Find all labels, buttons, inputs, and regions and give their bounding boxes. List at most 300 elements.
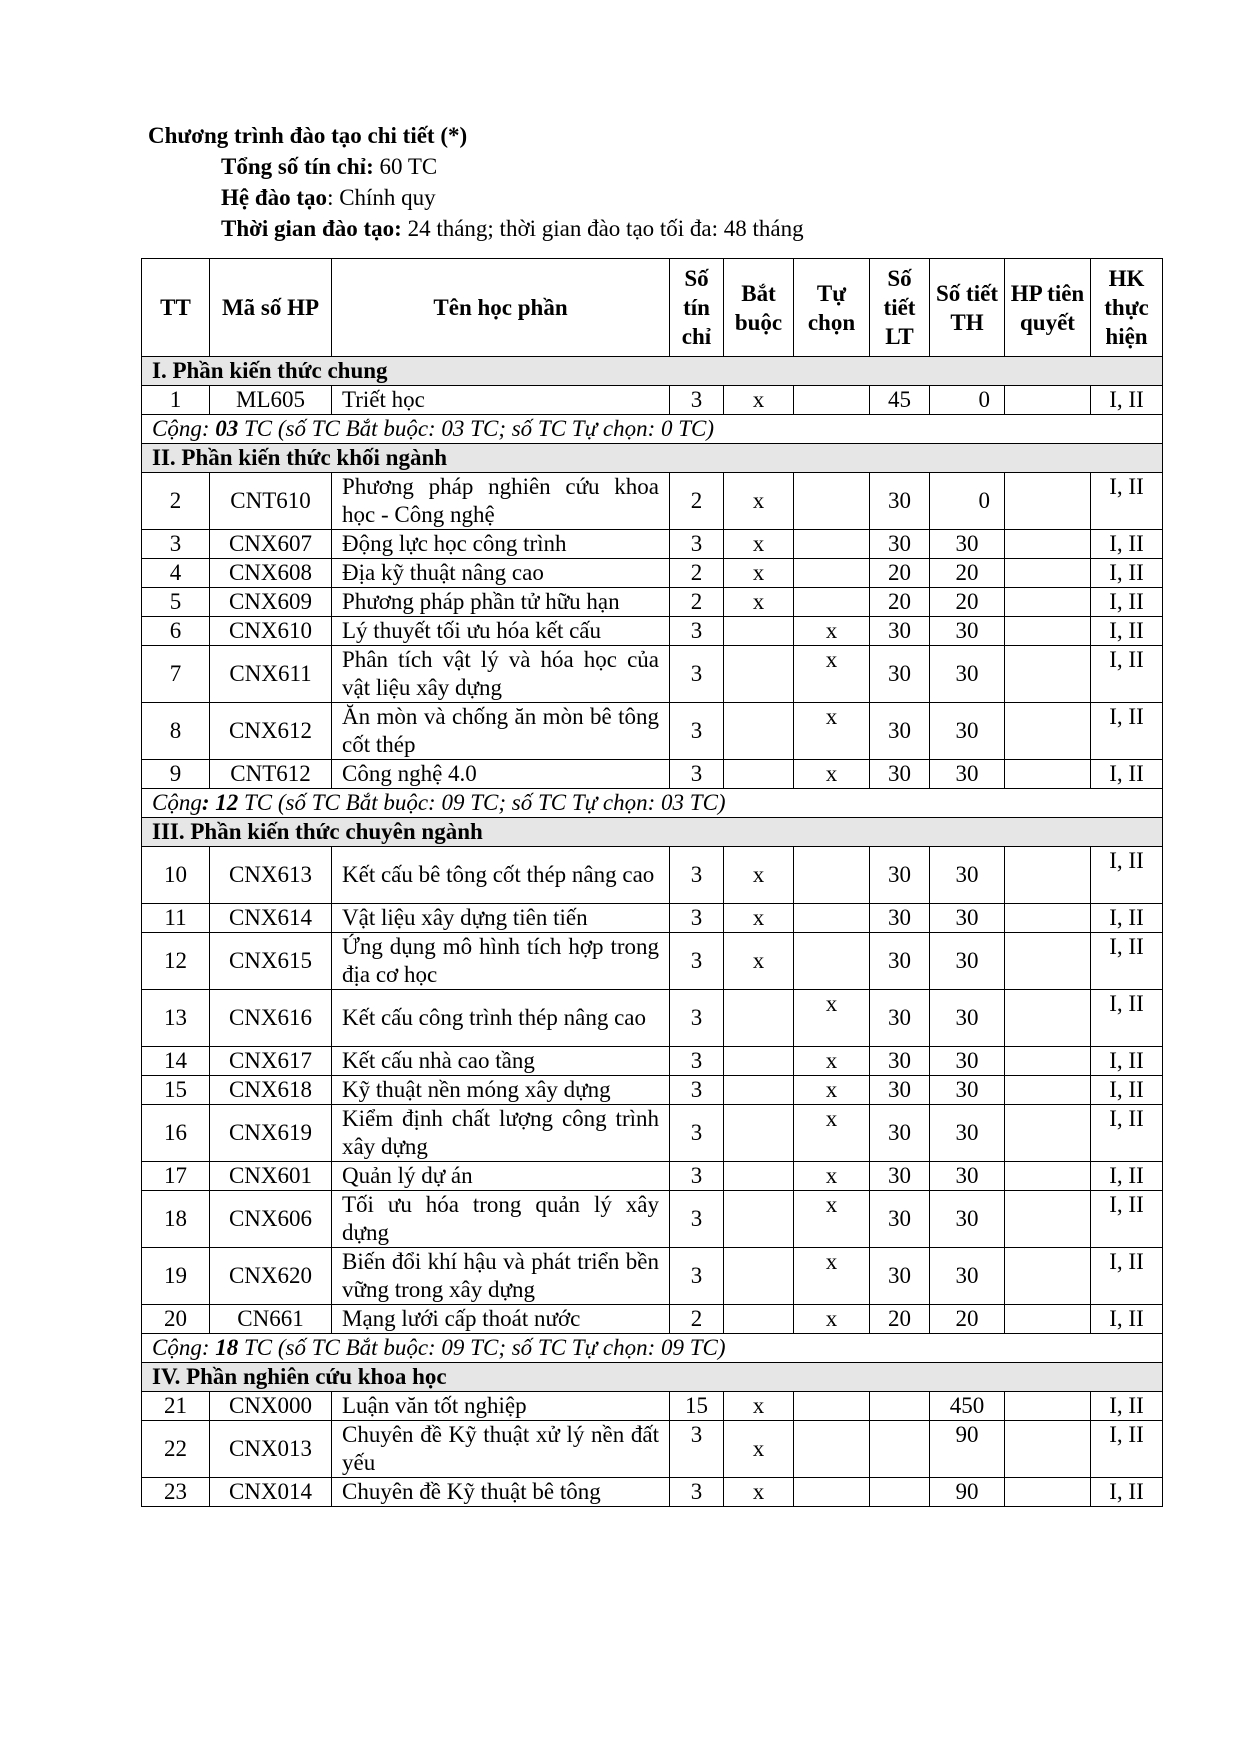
course-code: CNX614	[210, 904, 332, 933]
course-elective-mark	[794, 1478, 870, 1507]
course-prerequisite	[1005, 1047, 1091, 1076]
col-header-tt: TT	[142, 259, 210, 357]
course-credits: 2	[670, 559, 724, 588]
course-index: 17	[142, 1162, 210, 1191]
course-prerequisite	[1005, 847, 1091, 904]
course-prerequisite	[1005, 617, 1091, 646]
course-code: CNX615	[210, 933, 332, 990]
subtotal-credits: 03	[215, 416, 239, 441]
course-index: 22	[142, 1421, 210, 1478]
table-row	[142, 1047, 1163, 1076]
course-practice-hours: 450	[930, 1392, 1005, 1421]
table-header-row	[142, 259, 1163, 357]
course-prerequisite	[1005, 933, 1091, 990]
col-header-hp-tien-quyet: HP tiên quyết	[1005, 259, 1091, 357]
course-code: CNX620	[210, 1248, 332, 1305]
course-credits: 3	[670, 933, 724, 990]
course-name: Chuyên đề Kỹ thuật bê tông	[332, 1478, 670, 1507]
course-prerequisite	[1005, 646, 1091, 703]
course-required-mark	[724, 1076, 794, 1105]
course-elective-mark	[794, 1421, 870, 1478]
course-code: CNX609	[210, 588, 332, 617]
section-subtotal-row	[142, 1334, 1163, 1363]
subtotal-detail: TC (số TC Bắt buộc: 03 TC; số TC Tự chọn: 0 TC)	[238, 416, 715, 441]
course-theory-hours	[870, 1478, 930, 1507]
course-elective-mark: x	[794, 1076, 870, 1105]
course-prerequisite	[1005, 1076, 1091, 1105]
course-practice-hours: 90	[930, 1478, 1005, 1507]
course-semester: I, II	[1091, 473, 1163, 530]
course-practice-hours: 30	[930, 1047, 1005, 1076]
course-code: CNT610	[210, 473, 332, 530]
course-name: Phân tích vật lý và hóa học của vật liệu xây dựng	[332, 646, 670, 703]
course-index: 21	[142, 1392, 210, 1421]
subtotal-credits: 18	[215, 1335, 239, 1360]
course-elective-mark	[794, 588, 870, 617]
course-practice-hours: 30	[930, 904, 1005, 933]
course-name: Vật liệu xây dựng tiên tiến	[332, 904, 670, 933]
course-code: ML605	[210, 386, 332, 415]
course-index: 14	[142, 1047, 210, 1076]
section-title: II. Phần kiến thức khối ngành	[142, 444, 1163, 473]
course-required-mark: x	[724, 933, 794, 990]
table-row	[142, 646, 1163, 703]
course-code: CNX601	[210, 1162, 332, 1191]
course-practice-hours: 30	[930, 1162, 1005, 1191]
course-theory-hours: 20	[870, 588, 930, 617]
course-semester: I, II	[1091, 1105, 1163, 1162]
training-duration-line	[148, 213, 804, 244]
course-practice-hours: 20	[930, 1305, 1005, 1334]
course-semester: I, II	[1091, 646, 1163, 703]
training-duration-value: 24 tháng; thời gian đào tạo tối đa: 48 tháng	[401, 216, 804, 241]
course-required-mark	[724, 990, 794, 1047]
course-name: Tối ưu hóa trong quản lý xây dựng	[332, 1191, 670, 1248]
course-index: 2	[142, 473, 210, 530]
course-theory-hours	[870, 1392, 930, 1421]
course-required-mark	[724, 1105, 794, 1162]
section-header-row	[142, 1363, 1163, 1392]
table-row	[142, 473, 1163, 530]
section-title: III. Phần kiến thức chuyên ngành	[142, 818, 1163, 847]
course-semester: I, II	[1091, 1478, 1163, 1507]
course-practice-hours: 0	[930, 386, 1005, 415]
course-prerequisite	[1005, 1421, 1091, 1478]
table-row	[142, 559, 1163, 588]
col-header-ma-so: Mã số HP	[210, 259, 332, 357]
course-theory-hours: 20	[870, 559, 930, 588]
course-prerequisite	[1005, 904, 1091, 933]
course-required-mark: x	[724, 1421, 794, 1478]
course-name: Chuyên đề Kỹ thuật xử lý nền đất yếu	[332, 1421, 670, 1478]
course-code: CNX619	[210, 1105, 332, 1162]
course-semester: I, II	[1091, 760, 1163, 789]
course-credits: 3	[670, 703, 724, 760]
course-semester: I, II	[1091, 617, 1163, 646]
course-code: CNT612	[210, 760, 332, 789]
course-prerequisite	[1005, 473, 1091, 530]
course-theory-hours: 30	[870, 1105, 930, 1162]
table-row	[142, 1105, 1163, 1162]
course-theory-hours: 45	[870, 386, 930, 415]
course-index: 1	[142, 386, 210, 415]
course-theory-hours: 30	[870, 904, 930, 933]
table-row	[142, 904, 1163, 933]
course-elective-mark	[794, 933, 870, 990]
section-subtotal	[142, 415, 1163, 444]
table-row	[142, 703, 1163, 760]
course-credits: 3	[670, 1478, 724, 1507]
course-theory-hours: 30	[870, 847, 930, 904]
course-name: Triết học	[332, 386, 670, 415]
course-credits: 3	[670, 847, 724, 904]
course-required-mark	[724, 1191, 794, 1248]
course-prerequisite	[1005, 1392, 1091, 1421]
section-subtotal-row	[142, 415, 1163, 444]
table-row	[142, 1191, 1163, 1248]
course-name: Phương pháp nghiên cứu khoa học - Công nghệ	[332, 473, 670, 530]
course-theory-hours: 30	[870, 646, 930, 703]
course-code: CNX607	[210, 530, 332, 559]
course-required-mark: x	[724, 1392, 794, 1421]
course-credits: 2	[670, 1305, 724, 1334]
course-prerequisite	[1005, 703, 1091, 760]
course-name: Kỹ thuật nền móng xây dựng	[332, 1076, 670, 1105]
course-theory-hours: 30	[870, 1047, 930, 1076]
course-credits: 3	[670, 1421, 724, 1478]
training-system-value: : Chính quy	[327, 185, 436, 210]
table-row	[142, 1076, 1163, 1105]
course-prerequisite	[1005, 386, 1091, 415]
subtotal-detail: TC (số TC Bắt buộc: 09 TC; số TC Tự chọn: 03 TC)	[238, 790, 726, 815]
course-name: Kết cấu nhà cao tầng	[332, 1047, 670, 1076]
col-header-so-tin-chi: Số tín chỉ	[670, 259, 724, 357]
course-elective-mark: x	[794, 703, 870, 760]
course-credits: 3	[670, 1162, 724, 1191]
course-theory-hours: 30	[870, 1191, 930, 1248]
table-row	[142, 760, 1163, 789]
subtotal-detail: TC (số TC Bắt buộc: 09 TC; số TC Tự chọn: 09 TC)	[238, 1335, 726, 1360]
course-elective-mark: x	[794, 1305, 870, 1334]
subtotal-credits: : 12	[201, 790, 239, 815]
training-duration-label: Thời gian đào tạo:	[221, 216, 402, 241]
course-practice-hours: 30	[930, 530, 1005, 559]
course-code: CNX000	[210, 1392, 332, 1421]
course-required-mark: x	[724, 386, 794, 415]
course-theory-hours: 30	[870, 990, 930, 1047]
course-code: CNX613	[210, 847, 332, 904]
course-theory-hours: 20	[870, 1305, 930, 1334]
course-credits: 3	[670, 646, 724, 703]
course-credits: 3	[670, 990, 724, 1047]
course-name: Kiểm định chất lượng công trình xây dựng	[332, 1105, 670, 1162]
course-required-mark	[724, 703, 794, 760]
section-title: I. Phần kiến thức chung	[142, 357, 1163, 386]
course-elective-mark: x	[794, 1047, 870, 1076]
course-theory-hours: 30	[870, 530, 930, 559]
course-index: 10	[142, 847, 210, 904]
course-code: CNX612	[210, 703, 332, 760]
table-row	[142, 1478, 1163, 1507]
course-elective-mark	[794, 386, 870, 415]
course-required-mark	[724, 617, 794, 646]
course-elective-mark: x	[794, 1105, 870, 1162]
course-index: 18	[142, 1191, 210, 1248]
section-header-row	[142, 444, 1163, 473]
course-semester: I, II	[1091, 559, 1163, 588]
course-credits: 3	[670, 904, 724, 933]
table-row	[142, 1392, 1163, 1421]
course-code: CNX608	[210, 559, 332, 588]
curriculum-body	[142, 357, 1163, 1507]
subtotal-prefix: Cộng:	[152, 416, 216, 441]
total-credits-value: 60 TC	[373, 154, 438, 179]
section-subtotal	[142, 789, 1163, 818]
course-theory-hours: 30	[870, 473, 930, 530]
course-index: 7	[142, 646, 210, 703]
course-index: 6	[142, 617, 210, 646]
training-system-label: Hệ đào tạo	[221, 185, 328, 210]
course-credits: 3	[670, 760, 724, 789]
subtotal-prefix: Cộng	[152, 790, 202, 815]
course-elective-mark: x	[794, 617, 870, 646]
course-semester: I, II	[1091, 1392, 1163, 1421]
course-name: Ứng dụng mô hình tích hợp trong địa cơ học	[332, 933, 670, 990]
course-index: 8	[142, 703, 210, 760]
course-practice-hours: 30	[930, 1105, 1005, 1162]
course-name: Kết cấu công trình thép nâng cao	[332, 990, 670, 1047]
course-index: 9	[142, 760, 210, 789]
course-prerequisite	[1005, 1191, 1091, 1248]
course-semester: I, II	[1091, 703, 1163, 760]
course-code: CNX617	[210, 1047, 332, 1076]
course-practice-hours: 30	[930, 933, 1005, 990]
course-required-mark: x	[724, 847, 794, 904]
course-name: Kết cấu bê tông cốt thép nâng cao	[332, 847, 670, 904]
course-prerequisite	[1005, 588, 1091, 617]
course-semester: I, II	[1091, 933, 1163, 990]
table-row	[142, 1248, 1163, 1305]
table-row	[142, 1421, 1163, 1478]
course-credits: 3	[670, 1105, 724, 1162]
course-credits: 3	[670, 617, 724, 646]
course-index: 19	[142, 1248, 210, 1305]
course-semester: I, II	[1091, 530, 1163, 559]
course-index: 5	[142, 588, 210, 617]
course-theory-hours: 30	[870, 703, 930, 760]
course-practice-hours: 0	[930, 473, 1005, 530]
course-name: Mạng lưới cấp thoát nước	[332, 1305, 670, 1334]
course-elective-mark: x	[794, 760, 870, 789]
course-practice-hours: 90	[930, 1421, 1005, 1478]
col-header-so-tiet-lt: Số tiết LT	[870, 259, 930, 357]
course-required-mark	[724, 646, 794, 703]
course-required-mark: x	[724, 904, 794, 933]
course-credits: 15	[670, 1392, 724, 1421]
course-index: 3	[142, 530, 210, 559]
course-prerequisite	[1005, 1105, 1091, 1162]
course-semester: I, II	[1091, 588, 1163, 617]
course-theory-hours: 30	[870, 1248, 930, 1305]
course-elective-mark: x	[794, 1248, 870, 1305]
course-semester: I, II	[1091, 1421, 1163, 1478]
course-semester: I, II	[1091, 904, 1163, 933]
curriculum-table	[141, 258, 1163, 1507]
table-row	[142, 1305, 1163, 1334]
course-elective-mark: x	[794, 990, 870, 1047]
course-required-mark	[724, 1305, 794, 1334]
course-code: CNX610	[210, 617, 332, 646]
course-index: 15	[142, 1076, 210, 1105]
course-elective-mark: x	[794, 1162, 870, 1191]
course-required-mark	[724, 1162, 794, 1191]
course-theory-hours: 30	[870, 1162, 930, 1191]
course-elective-mark	[794, 473, 870, 530]
course-code: CNX606	[210, 1191, 332, 1248]
course-theory-hours: 30	[870, 1076, 930, 1105]
program-heading	[148, 120, 804, 244]
section-header-row	[142, 818, 1163, 847]
course-elective-mark	[794, 904, 870, 933]
course-required-mark: x	[724, 559, 794, 588]
course-index: 16	[142, 1105, 210, 1162]
course-credits: 3	[670, 1047, 724, 1076]
course-semester: I, II	[1091, 990, 1163, 1047]
course-required-mark	[724, 760, 794, 789]
course-practice-hours: 30	[930, 703, 1005, 760]
course-credits: 3	[670, 1248, 724, 1305]
table-row	[142, 386, 1163, 415]
course-elective-mark: x	[794, 1191, 870, 1248]
course-practice-hours: 30	[930, 646, 1005, 703]
course-prerequisite	[1005, 530, 1091, 559]
table-row	[142, 990, 1163, 1047]
course-code: CNX616	[210, 990, 332, 1047]
course-prerequisite	[1005, 1478, 1091, 1507]
program-title: Chương trình đào tạo chi tiết (*)	[148, 123, 468, 148]
course-required-mark: x	[724, 1478, 794, 1507]
course-credits: 3	[670, 1191, 724, 1248]
course-credits: 2	[670, 588, 724, 617]
subtotal-prefix: Cộng:	[152, 1335, 216, 1360]
course-semester: I, II	[1091, 1191, 1163, 1248]
course-practice-hours: 20	[930, 559, 1005, 588]
course-credits: 3	[670, 386, 724, 415]
course-code: CNX013	[210, 1421, 332, 1478]
course-theory-hours: 30	[870, 760, 930, 789]
course-practice-hours: 30	[930, 617, 1005, 646]
col-header-bat-buoc: Bắt buộc	[724, 259, 794, 357]
course-index: 13	[142, 990, 210, 1047]
course-theory-hours	[870, 1421, 930, 1478]
course-semester: I, II	[1091, 386, 1163, 415]
course-required-mark: x	[724, 530, 794, 559]
course-credits: 3	[670, 530, 724, 559]
course-semester: I, II	[1091, 847, 1163, 904]
course-code: CNX611	[210, 646, 332, 703]
course-practice-hours: 30	[930, 760, 1005, 789]
col-header-so-tiet-th: Số tiết TH	[930, 259, 1005, 357]
course-required-mark	[724, 1248, 794, 1305]
course-practice-hours: 30	[930, 847, 1005, 904]
course-credits: 3	[670, 1076, 724, 1105]
col-header-tu-chon: Tự chọn	[794, 259, 870, 357]
course-practice-hours: 20	[930, 588, 1005, 617]
course-name: Luận văn tốt nghiệp	[332, 1392, 670, 1421]
course-semester: I, II	[1091, 1076, 1163, 1105]
course-practice-hours: 30	[930, 1248, 1005, 1305]
course-elective-mark	[794, 530, 870, 559]
course-semester: I, II	[1091, 1248, 1163, 1305]
table-row	[142, 617, 1163, 646]
course-prerequisite	[1005, 559, 1091, 588]
col-header-hk-thuc-hien: HK thực hiện	[1091, 259, 1163, 357]
table-row	[142, 933, 1163, 990]
course-prerequisite	[1005, 760, 1091, 789]
course-name: Quản lý dự án	[332, 1162, 670, 1191]
course-index: 20	[142, 1305, 210, 1334]
course-prerequisite	[1005, 990, 1091, 1047]
course-name: Ăn mòn và chống ăn mòn bê tông cốt thép	[332, 703, 670, 760]
course-theory-hours: 30	[870, 933, 930, 990]
course-elective-mark	[794, 1392, 870, 1421]
course-prerequisite	[1005, 1162, 1091, 1191]
course-index: 23	[142, 1478, 210, 1507]
section-header-row	[142, 357, 1163, 386]
course-prerequisite	[1005, 1305, 1091, 1334]
course-code: CNX618	[210, 1076, 332, 1105]
course-semester: I, II	[1091, 1047, 1163, 1076]
course-practice-hours: 30	[930, 990, 1005, 1047]
course-name: Lý thuyết tối ưu hóa kết cấu	[332, 617, 670, 646]
course-credits: 2	[670, 473, 724, 530]
table-row	[142, 588, 1163, 617]
course-name: Phương pháp phần tử hữu hạn	[332, 588, 670, 617]
course-name: Động lực học công trình	[332, 530, 670, 559]
course-semester: I, II	[1091, 1162, 1163, 1191]
table-row	[142, 847, 1163, 904]
course-elective-mark: x	[794, 646, 870, 703]
course-name: Biến đổi khí hậu và phát triển bền vững trong xây dựng	[332, 1248, 670, 1305]
section-title: IV. Phần nghiên cứu khoa học	[142, 1363, 1163, 1392]
course-theory-hours: 30	[870, 617, 930, 646]
table-row	[142, 1162, 1163, 1191]
course-code: CN661	[210, 1305, 332, 1334]
col-header-ten: Tên học phần	[332, 259, 670, 357]
training-system-line	[148, 182, 804, 213]
course-elective-mark	[794, 847, 870, 904]
course-name: Địa kỹ thuật nâng cao	[332, 559, 670, 588]
course-index: 12	[142, 933, 210, 990]
course-required-mark: x	[724, 473, 794, 530]
total-credits-label: Tổng số tín chỉ:	[221, 154, 374, 179]
course-semester: I, II	[1091, 1305, 1163, 1334]
course-practice-hours: 30	[930, 1191, 1005, 1248]
table-row	[142, 530, 1163, 559]
course-name: Công nghệ 4.0	[332, 760, 670, 789]
course-elective-mark	[794, 559, 870, 588]
course-code: CNX014	[210, 1478, 332, 1507]
section-subtotal-row	[142, 789, 1163, 818]
section-subtotal	[142, 1334, 1163, 1363]
course-prerequisite	[1005, 1248, 1091, 1305]
course-index: 11	[142, 904, 210, 933]
course-required-mark	[724, 1047, 794, 1076]
total-credits-line	[148, 151, 804, 182]
course-index: 4	[142, 559, 210, 588]
course-practice-hours: 30	[930, 1076, 1005, 1105]
course-required-mark: x	[724, 588, 794, 617]
